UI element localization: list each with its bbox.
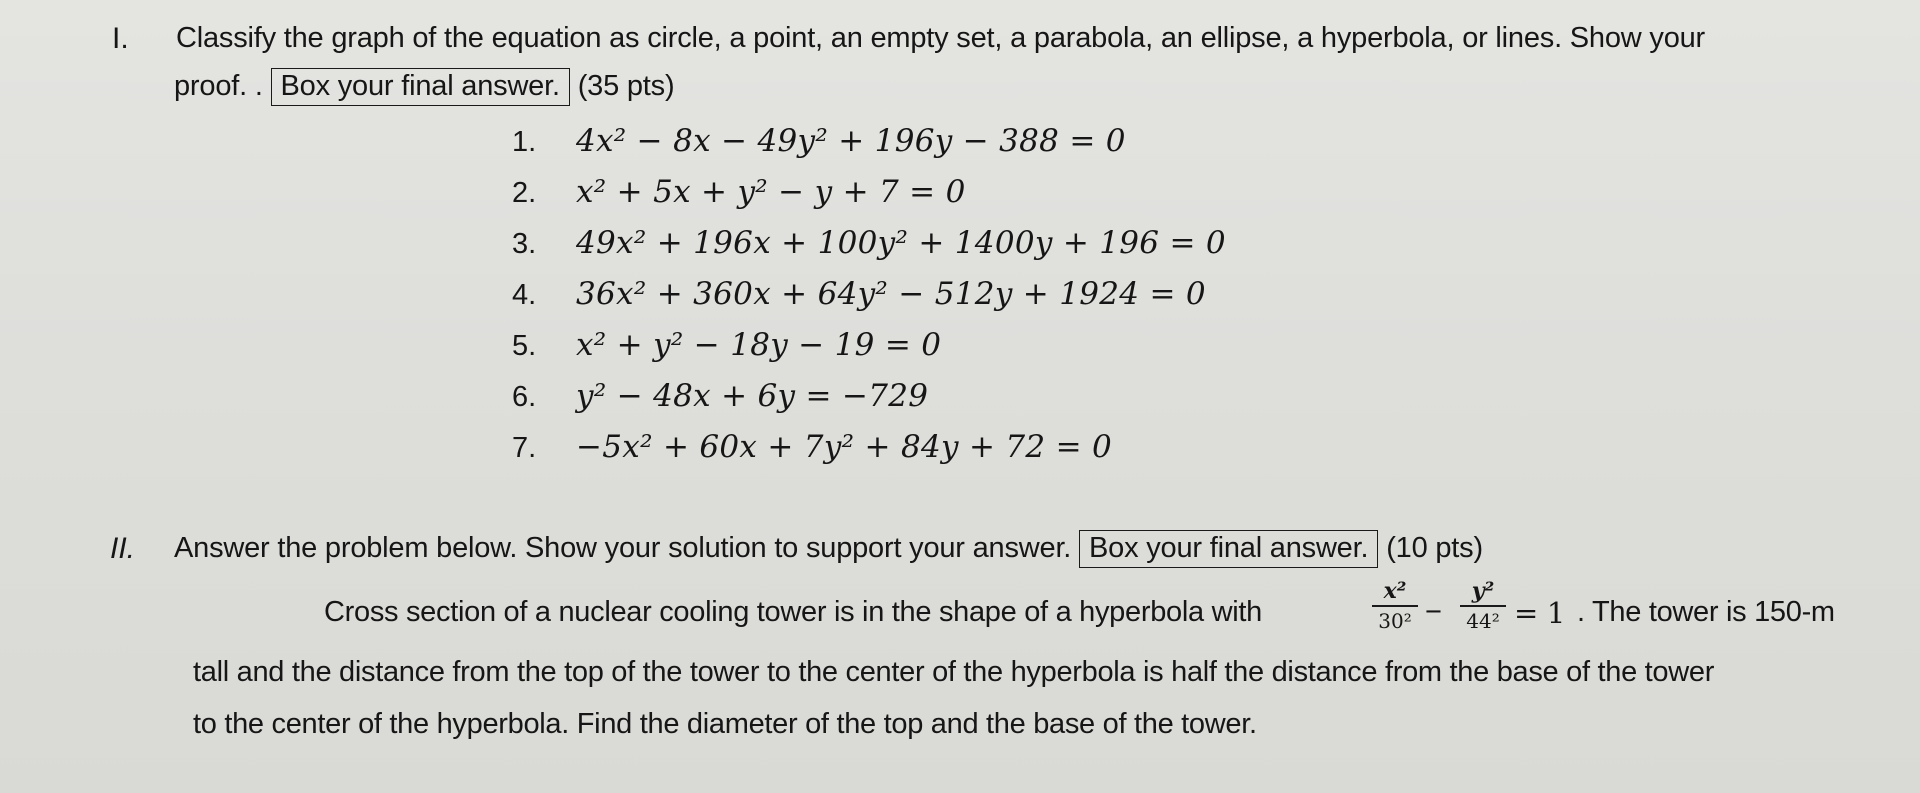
section-1-points: (35 pts) [577,70,675,102]
minus-sign: − [1425,596,1442,628]
fraction-x-squared [1372,578,1418,633]
equation-text: 4x² − 8x − 49y² + 196y − 388 = 0 [576,123,1126,159]
section-2-numeral: II. [110,532,136,565]
equation-number: 6. [512,381,537,413]
equation-number: 2. [512,177,537,209]
section-1-instruction-line2 [174,70,674,103]
equation-number: 3. [512,228,537,260]
problem-line-3: to the center of the hyperbola. Find the diameter of the top and the base of the tower. [193,708,1257,740]
equation-number: 7. [512,432,537,464]
section-1-proof-label: proof. . [174,70,263,102]
equation-text: y² − 48x + 6y = −729 [576,378,929,414]
fraction-1-numerator: x² [1383,578,1407,604]
section-2-instruction [174,532,1483,565]
fraction-1-denominator: 30² [1378,609,1412,633]
section-2-instruction-text: Answer the problem below. Show your solution to support your answer. [174,532,1072,564]
fraction-y-squared [1460,578,1506,633]
equation-text: x² + y² − 18y − 19 = 0 [576,327,942,363]
equation-number: 5. [512,330,537,362]
equation-text: −5x² + 60x + 7y² + 84y + 72 = 0 [576,429,1113,465]
section-1-numeral: I. [112,22,129,55]
section-2-points: (10 pts) [1386,532,1483,564]
problem-line-1-suffix: . The tower is 150-m [1577,596,1835,628]
problem-line-2: tall and the distance from the top of the tower to the center of the hyperbola is half the distance from the base of the tower [193,656,1715,688]
fraction-1-bar [1372,605,1418,607]
problem-line-1-prefix: Cross section of a nuclear cooling tower is in the shape of a hyperbola with [324,596,1262,628]
fraction-2-numerator: y² [1471,578,1495,604]
section-2-box-answer-label: Box your final answer. [1079,530,1378,568]
fraction-2-bar [1460,605,1506,607]
equation-text: x² + 5x + y² − y + 7 = 0 [576,174,966,210]
equation-text: 36x² + 360x + 64y² − 512y + 1924 = 0 [576,276,1206,312]
section-1-instruction-line1: Classify the graph of the equation as circle, a point, an empty set, a parabola, an ellipse, a hyperbola, or lines. Show your [176,22,1706,54]
equation-number: 1. [512,126,537,158]
equals-one: = 1 [1514,596,1566,630]
section-1-box-answer-label: Box your final answer. [271,68,570,106]
fraction-2-denominator: 44² [1466,609,1500,633]
equation-text: 49x² + 196x + 100y² + 1400y + 196 = 0 [576,225,1226,261]
equation-number: 4. [512,279,537,311]
